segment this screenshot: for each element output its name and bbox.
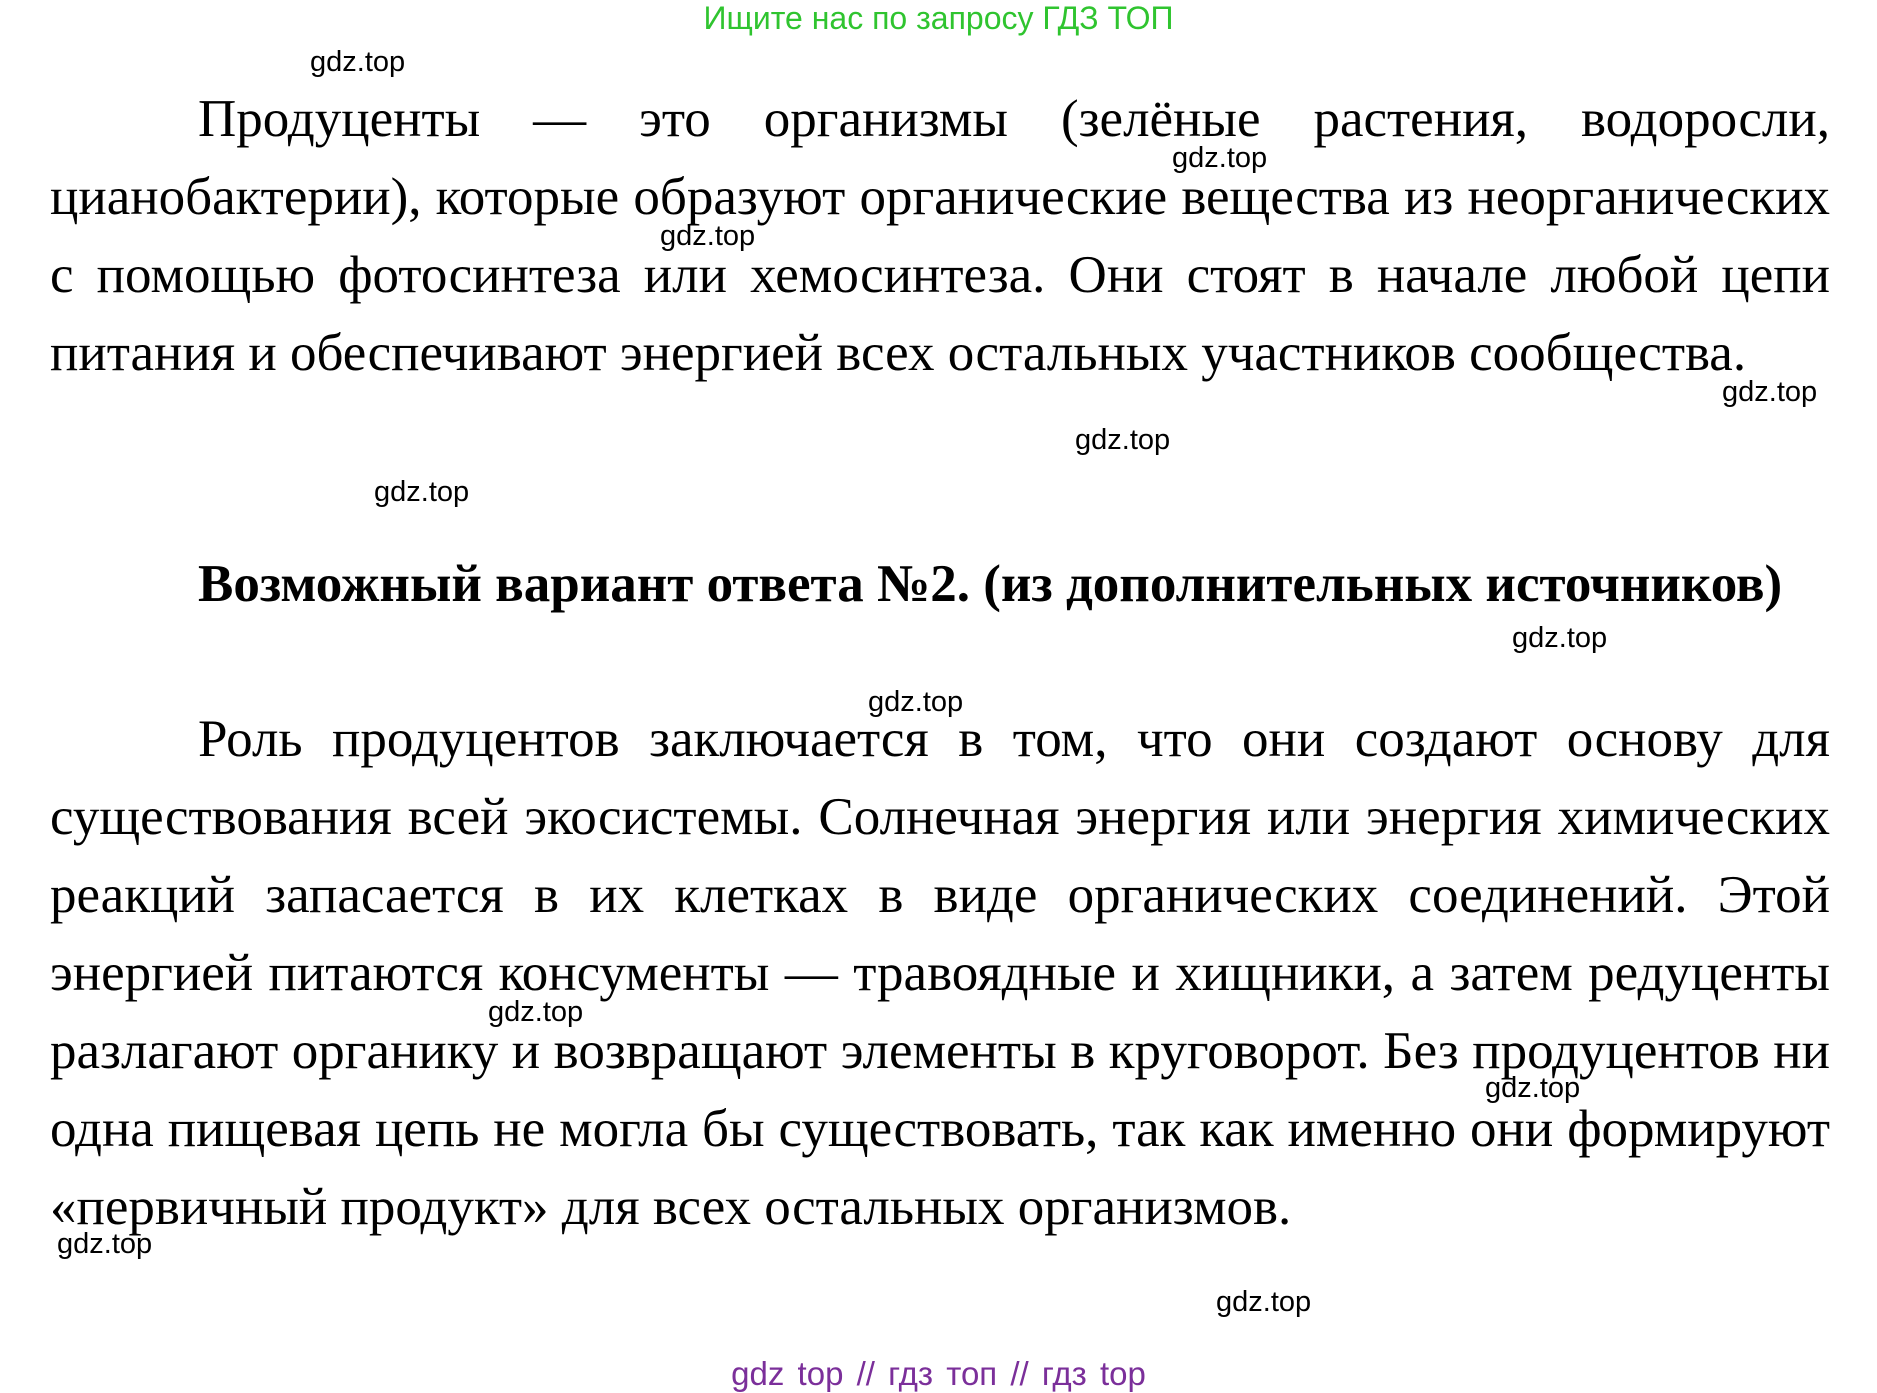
producers-definition-paragraph: Продуценты — это организмы (зелёные растения, водоросли, цианобактерии), которые образуют органические вещества из неорганических с помощью фотосинтеза или хемосинтеза. Они стоят в начале любой цепи питания и обеспечивают энергией всех остальных участников сообщества. xyxy=(50,90,1830,382)
answer-variant-heading: Возможный вариант ответа №2. (из дополнительных источников) xyxy=(198,555,1783,613)
watermark: gdz.top xyxy=(310,46,406,78)
producers-role-paragraph: Роль продуцентов заключается в том, что они создают основу для существования всей экосистемы. Солнечная энергия или энергия химических реакций запасается в их клетках в виде органических соединений. Этой энергией питаются консументы — травоядные и хищники, а затем редуценты разлагают органику и возвращают элементы в круговорот. Без продуцентов ни одна пищевая цепь не могла бы существовать, так как именно они формируют «первичный продукт» для всех остальных организмов. xyxy=(50,710,1830,1236)
watermark: gdz.top xyxy=(1075,424,1171,456)
watermark: gdz.top xyxy=(1216,1286,1312,1318)
watermark: gdz.top xyxy=(1485,1072,1581,1104)
watermark: gdz.top xyxy=(374,476,470,508)
watermark: gdz.top xyxy=(1722,376,1818,408)
watermark: gdz.top xyxy=(57,1228,153,1260)
watermark: gdz.top xyxy=(868,686,964,718)
search-hint-banner: Ищите нас по запросу ГДЗ ТОП xyxy=(703,0,1174,36)
watermark: gdz.top xyxy=(1512,622,1608,654)
footer-site-links: gdz top // гдз топ // гдз top xyxy=(731,1355,1146,1392)
watermark: gdz.top xyxy=(660,220,756,252)
watermark: gdz.top xyxy=(1172,142,1268,174)
watermark: gdz.top xyxy=(488,996,584,1028)
